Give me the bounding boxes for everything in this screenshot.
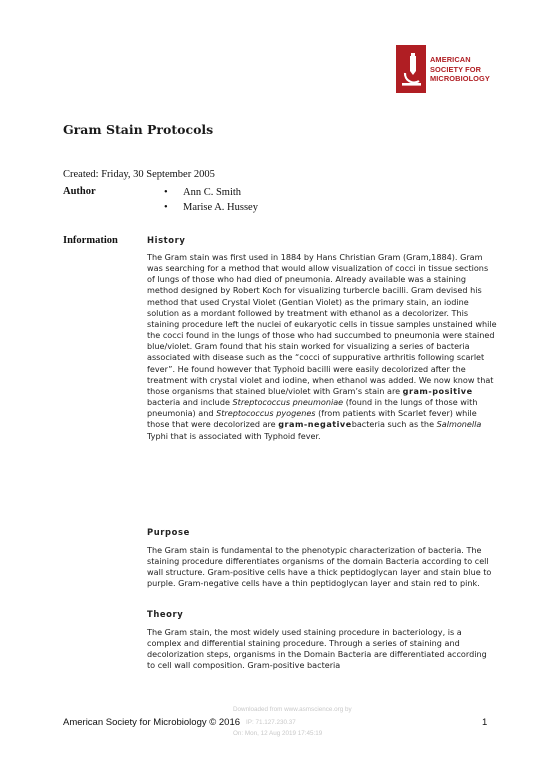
author-name: Ann C. Smith xyxy=(183,187,242,198)
document-title: Gram Stain Protocols xyxy=(63,122,214,137)
gram-positive-term: gram-positive xyxy=(402,385,473,396)
theory-paragraph: The Gram stain, the most widely used staining procedure in bacteriology, is a complex and differential staining procedure. Through a series of staining and decolorization steps, organisms in the Domain Bacteria are differentiated according to cell wall composition. Gram-positive bacteria xyxy=(147,627,487,671)
microscope-logo-icon xyxy=(396,45,426,93)
species-name: Streptococcus pyogenes xyxy=(216,408,316,419)
species-name: Streptococcus pneumoniae xyxy=(232,397,344,408)
logo-line-3: MICROBIOLOGY xyxy=(430,74,490,84)
author-item xyxy=(164,201,258,216)
genus-name: Salmonella xyxy=(436,419,482,430)
asm-logo xyxy=(396,45,526,97)
watermark-ip: IP: 71.127.230.37 xyxy=(246,719,296,726)
logo-line-2: SOCIETY FOR xyxy=(430,64,482,74)
purpose-paragraph: The Gram stain is fundamental to the phenotypic characterization of bacteria. The staining procedure differentiates organisms of the domain Bacteria according to cell wall structure. Gram-positive cells have a thick peptidoglycan layer and stain blue to purple. Gram-negative cells have a thin peptidoglycan layer and stain red to pink. xyxy=(147,545,492,589)
footer-copyright: American Society for Microbiology © 2016 xyxy=(63,717,241,728)
purpose-heading: Purpose xyxy=(147,527,190,537)
theory-heading: Theory xyxy=(147,609,184,619)
history-paragraph: The Gram stain was first used in 1884 by Hans Christian Gram (Gram,1884). Gram was searching for a method that would allow visualization of cocci in tissue sections of lungs of those who had died of pneumonia. Already available was a staining method designed by Robert Koch for visualizing turbercle bacilli. Gram devised his method that used Crystal Violet (Gentian Violet) as the primary stain, an iodine solution as a mordant followed by treatment with ethanol as a decolorizer. This staining procedure left the nuclei of eukaryotic cells in tissue samples unstained while the cocci found in the lungs of those who had succumbed to pneumonia were stained blue/violet. Gram found that his stain worked for visualizing a series of bacteria associated with disease such as the “cocci of suppurative arthritis following scarlet fever”. He found however that Typhoid bacilli were easily decolorized after the treatment with crystal violet and iodine, when ethanol was added. We now know that those organisms that stained blue/violet with Gram’s stain are gram-positive bacteria and include Streptococcus pneumoniae (found in the lungs of those with pneumonia) and Streptococcus pyogenes (from patients with Scarlet fever) while those that were decolorized are gram-negativebacteria such as the Salmonella Typhi that is associated with Typhoid fever. xyxy=(147,252,497,441)
watermark-date: On: Mon, 12 Aug 2019 17:45:19 xyxy=(233,730,323,737)
history-heading: History xyxy=(147,235,186,245)
author-item xyxy=(164,186,258,201)
logo-line-1: AMERICAN xyxy=(430,55,471,64)
bullet-icon: • xyxy=(164,187,168,198)
gram-negative-term: gram-negative xyxy=(278,419,352,430)
bullet-icon: • xyxy=(164,201,168,213)
author-list xyxy=(164,186,258,215)
author-name: Marise A. Hussey xyxy=(183,201,258,213)
author-label: Author xyxy=(63,186,96,197)
watermark-download: Downloaded from www.asmscience.org by xyxy=(233,706,352,713)
page-number: 1 xyxy=(482,717,488,728)
information-label: Information xyxy=(63,235,118,246)
logo-wordmark xyxy=(430,55,490,84)
created-date: Created: Friday, 30 September 2005 xyxy=(63,169,215,180)
